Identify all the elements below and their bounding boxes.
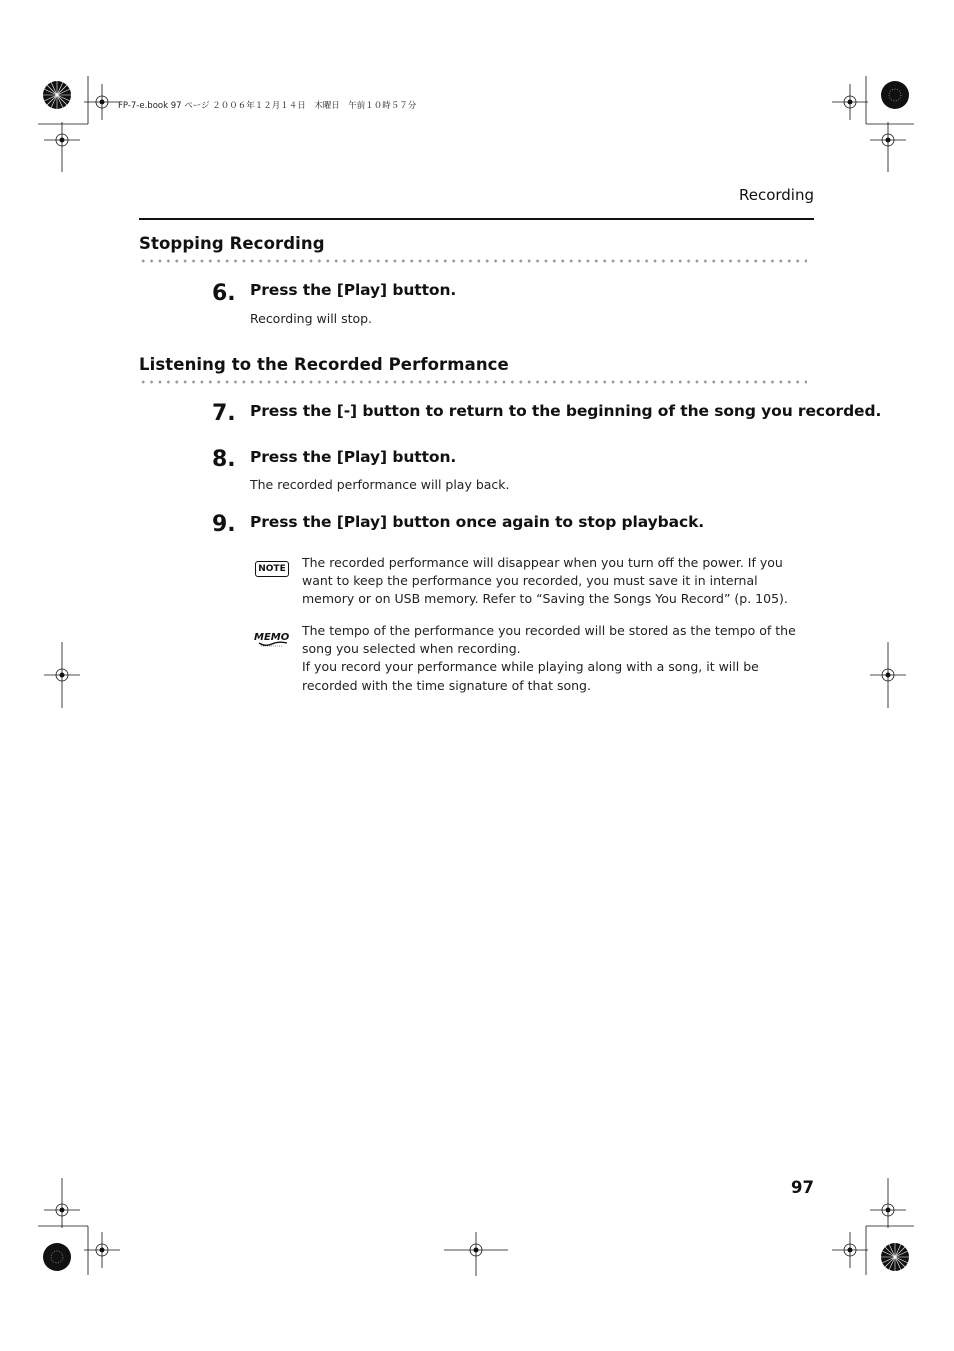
note-paragraph: The recorded performance will disappear when you turn off the power. If you want to keep the performance you recorded, you must save it in internal memory or on USB memory. Refer to “Saving the Songs You Record” (p. 105).: [302, 555, 788, 607]
memo-icon: [253, 628, 291, 648]
memo-paragraph: The tempo of the performance you recorded will be stored as the tempo of the song you selected when recording.: [302, 623, 796, 657]
note-icon: NOTE: [255, 561, 289, 577]
crosshair-icon: [44, 122, 80, 172]
crosshair-icon: [832, 1232, 868, 1268]
section-title-listening: Listening to the Recorded Performance: [139, 355, 509, 374]
header-rule: [139, 218, 814, 220]
page-number: 97: [791, 1178, 814, 1197]
step-number: 6.: [212, 281, 236, 306]
memo-paragraph: If you record your performance while playing along with a song, it will be recorded with the time signature of that song.: [302, 659, 759, 693]
dotted-divider: [139, 259, 807, 263]
step-description: The recorded performance will play back.: [250, 477, 510, 492]
step-instruction: Press the [Play] button.: [250, 448, 457, 466]
crosshair-icon: [84, 1232, 120, 1268]
step-instruction: Press the [-] button to return to the beginning of the song you recorded.: [250, 402, 882, 420]
crosshair-icon: [870, 1178, 906, 1228]
step-instruction: Press the [Play] button.: [250, 281, 457, 299]
print-info-line: FP-7-e.book 97 ページ ２００６年１２月１４日 木曜日 午前１０時５７分: [118, 101, 417, 111]
memo-label: MEMO: [254, 632, 290, 643]
crosshair-icon: [832, 84, 868, 120]
step-number: 9.: [212, 512, 236, 537]
crosshair-icon: [44, 642, 80, 708]
section-title-stopping-recording: Stopping Recording: [139, 234, 325, 253]
step-number: 7.: [212, 401, 236, 426]
crosshair-icon: [870, 642, 906, 708]
step-description: Recording will stop.: [250, 311, 373, 326]
note-text: [302, 554, 802, 609]
crosshair-icon: [84, 84, 120, 120]
dotted-divider: [139, 380, 807, 384]
crosshair-icon: [44, 1178, 80, 1228]
memo-text: [302, 622, 802, 695]
step-number: 8.: [212, 447, 236, 472]
crosshair-icon: [444, 1232, 508, 1276]
crosshair-icon: [870, 122, 906, 172]
running-head: Recording: [738, 186, 814, 204]
step-instruction: Press the [Play] button once again to stop playback.: [250, 513, 705, 531]
